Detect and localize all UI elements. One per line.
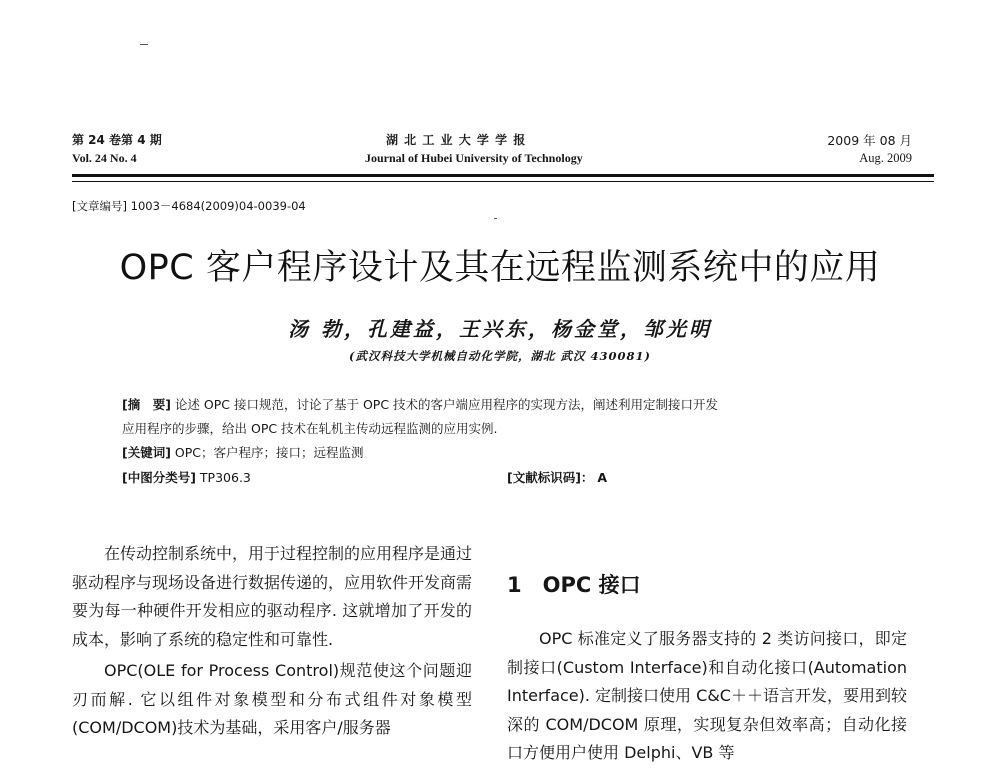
keywords-label: [关键词]: [122, 445, 171, 460]
document-code-label: [文献标识码]：: [507, 470, 594, 485]
journal-name-en: Journal of Hubei University of Technology: [365, 151, 583, 165]
classification-value: TP306.3: [199, 470, 251, 485]
header-rule-thin: [72, 181, 934, 182]
abstract-line-1: [122, 395, 718, 413]
keywords-line: [122, 443, 364, 461]
body-paragraph: 在传动控制系统中，用于过程控制的应用程序是通过驱动程序与现场设备进行数据传递的，应用软件开发商需要为每一种硬件开发相应的驱动程序. 这就增加了开发的成本，影响了系统的稳定性和可靠性.: [72, 544, 473, 649]
article-title: OPC 客户程序设计及其在远程监测系统中的应用: [119, 248, 881, 288]
issue-date-cn: 2009 年 08 月: [827, 133, 912, 148]
article-number: [文章编号] 1003－4684(2009)04-0039-04: [72, 199, 306, 213]
abstract-label: [摘 要]: [122, 397, 171, 412]
volume-issue-en: Vol. 24 No. 4: [72, 151, 137, 165]
journal-name-cn: 湖 北 工 业 大 学 学 报: [386, 133, 527, 147]
author-list: 汤 勃，孔建益，王兴东，杨金堂，邹光明: [288, 317, 712, 341]
scan-speck: [494, 218, 497, 219]
issue-date-en: Aug. 2009: [859, 151, 912, 165]
scan-speck: [140, 44, 148, 45]
author-affiliation: (武汉科技大学机械自动化学院，湖北 武汉 430081): [349, 349, 651, 363]
body-paragraph: OPC(OLE for Process Control)规范使这个问题迎刃而解. 它以组件对象模型和分布式组件对象模型(COM/DCOM)技术为基础，采用客户/服务器: [72, 661, 472, 737]
keywords-value: OPC；客户程序；接口；远程监测: [174, 445, 364, 460]
abstract-text-1: 论述 OPC 接口规范，讨论了基于 OPC 技术的客户端应用程序的实现方法，阐述利用定制接口开发: [174, 397, 719, 412]
header-rule-thick: [72, 174, 934, 177]
body-paragraph: OPC 标准定义了服务器支持的 2 类访问接口，即定制接口(Custom Interface)和自动化接口(Automation Interface). 定制接口使用 C&C＋＋语言开发，要用到较深的 COM/DCOM 原理，实现复杂但效率高；自动化接口方便用户使用 Delphi、VB 等: [507, 629, 907, 762]
body-right-column: [507, 625, 907, 768]
volume-issue-cn: 第 24 卷第 4 期: [72, 133, 162, 147]
abstract-text-2: 应用程序的步骤，给出 OPC 技术在轧机主传动远程监测的应用实例.: [122, 421, 498, 436]
classification-line: [122, 468, 251, 486]
document-code-line: [507, 468, 607, 486]
document-code-value: A: [597, 470, 608, 485]
classification-label: [中图分类号]: [122, 470, 196, 485]
body-left-column: [72, 540, 472, 743]
section-heading: 1 OPC 接口: [507, 573, 641, 597]
